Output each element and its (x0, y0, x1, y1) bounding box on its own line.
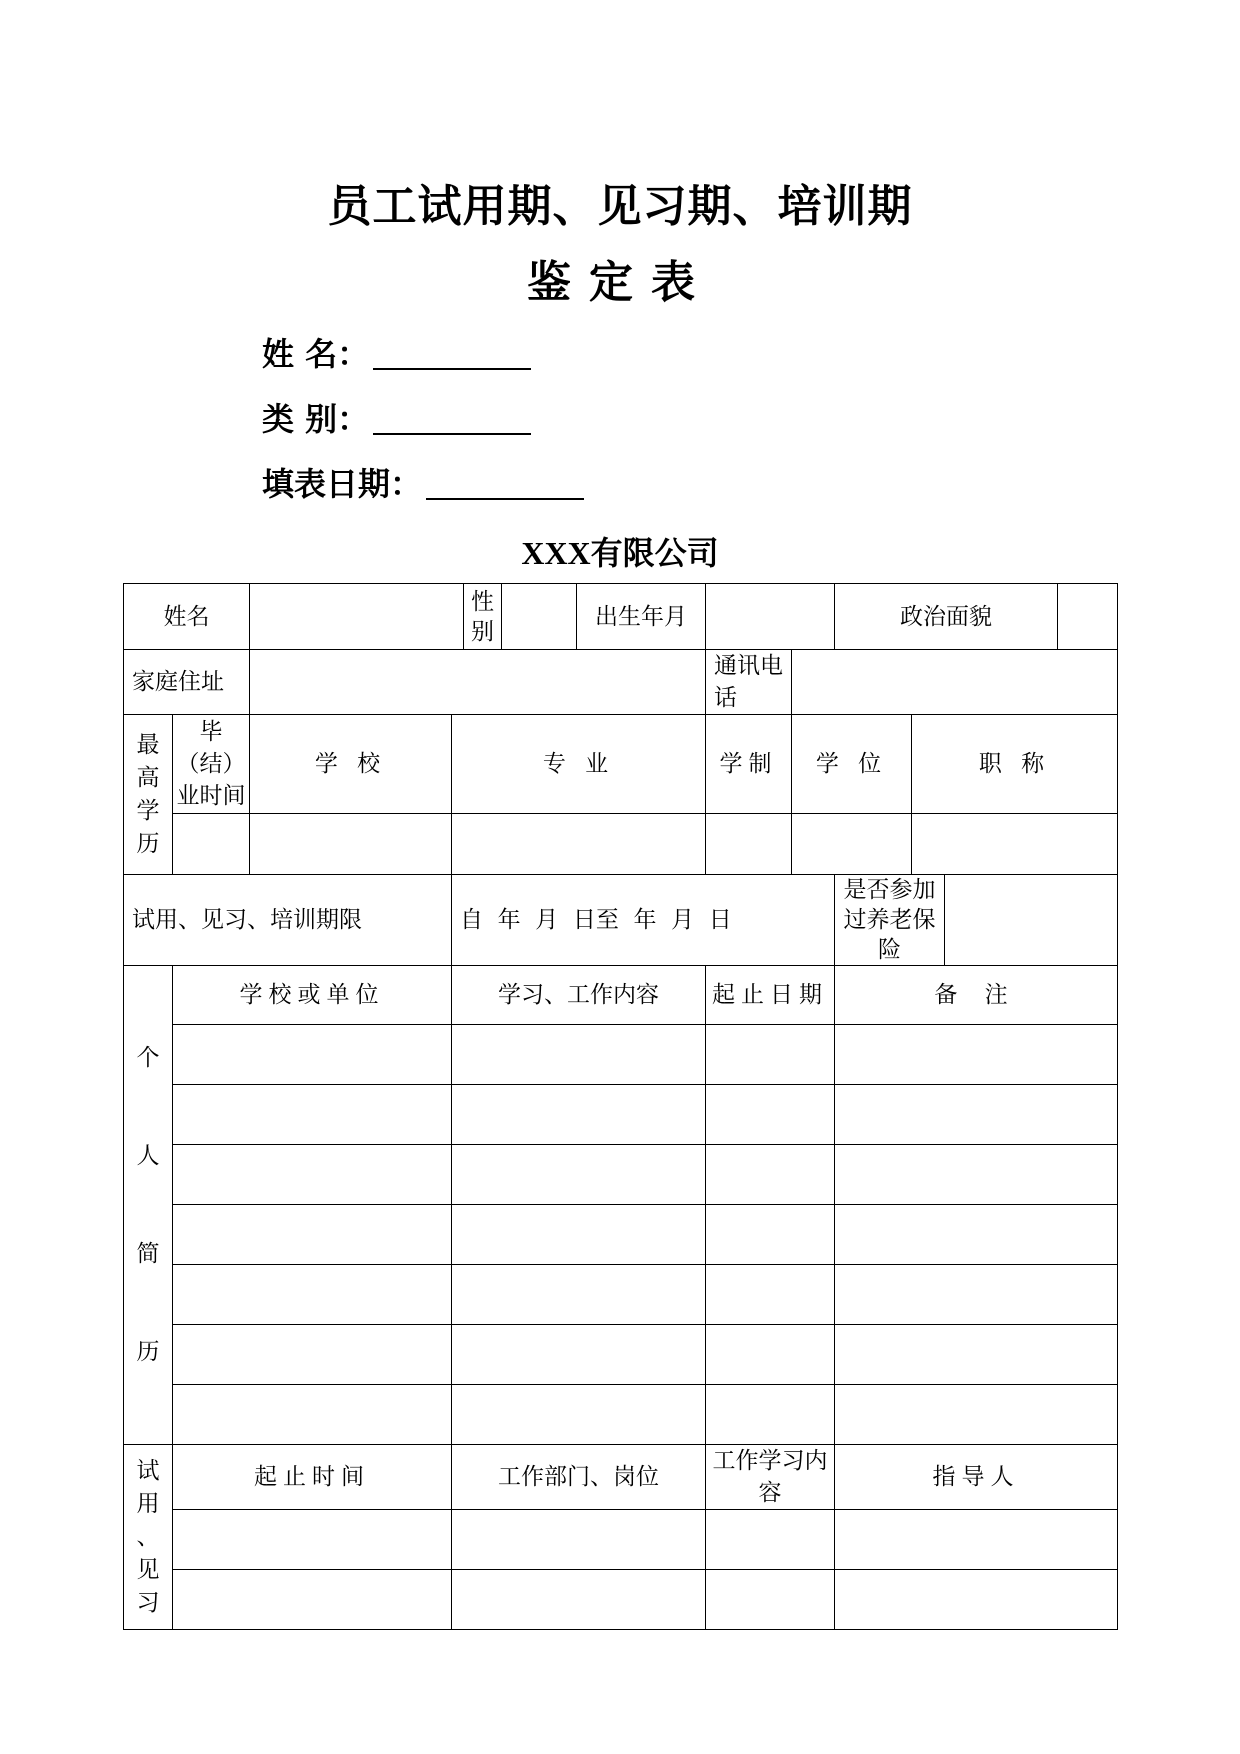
training-content-header: 工作学习内容 (706, 1445, 835, 1510)
resume-side-label: 个 人 简 历 (124, 966, 173, 1445)
title-header: 职 称 (912, 715, 1118, 814)
resume-header-row (124, 966, 1118, 1025)
training-mentor-header: 指导人 (835, 1445, 1118, 1510)
basic-info-row (124, 584, 1118, 650)
name-value-cell[interactable] (250, 584, 464, 650)
appraisal-form-table (123, 583, 1118, 1630)
training-department-header: 工作部门、岗位 (452, 1445, 706, 1510)
name-field (262, 332, 531, 376)
address-label-cell: 家庭住址 (124, 650, 250, 715)
birth-label-cell: 出生年月 (577, 584, 706, 650)
category-field (262, 397, 531, 441)
name-field-line[interactable] (373, 332, 531, 370)
resume-content-header: 学习、工作内容 (452, 966, 706, 1025)
address-value-cell[interactable] (250, 650, 706, 715)
title-value[interactable] (912, 814, 1118, 875)
training-time-header: 起止时间 (173, 1445, 452, 1510)
company-name: XXX有限公司 (521, 535, 719, 571)
major-header: 专 业 (452, 715, 706, 814)
degree-value[interactable] (792, 814, 912, 875)
schooling-length-header: 学制 (706, 715, 792, 814)
resume-remarks-header: 备 注 (835, 966, 1118, 1025)
address-row (124, 650, 1118, 715)
fill-date-field-line[interactable] (426, 462, 584, 500)
education-side-label: 最 高 学 历 (124, 715, 173, 875)
name-field-label: 姓 名： (262, 335, 370, 373)
table-row (124, 1385, 1118, 1445)
table-row (124, 1265, 1118, 1325)
table-row (124, 1205, 1118, 1265)
schooling-length-value[interactable] (706, 814, 792, 875)
category-field-line[interactable] (373, 397, 531, 435)
pension-label: 是否参加过养老保险 (835, 875, 945, 966)
document-subtitle: 鉴定表 (527, 257, 713, 308)
graduation-time-value[interactable] (173, 814, 250, 875)
gender-value-cell[interactable] (502, 584, 577, 650)
fill-date-field (262, 462, 584, 506)
political-value-cell[interactable] (1058, 584, 1118, 650)
name-label-cell: 姓名 (124, 584, 250, 650)
political-label-cell: 政治面貌 (835, 584, 1058, 650)
birth-value-cell[interactable] (706, 584, 835, 650)
education-header-row (124, 715, 1118, 814)
table-row (124, 1025, 1118, 1085)
resume-dates-header: 起止日期 (706, 966, 835, 1025)
resume-school-header: 学校或单位 (173, 966, 452, 1025)
phone-label-cell: 通讯电话 (706, 650, 792, 715)
school-header: 学 校 (250, 715, 452, 814)
training-header-row (124, 1445, 1118, 1510)
training-side-label: 试 用 、 见 习 (124, 1445, 173, 1630)
gender-label-cell: 性别 (464, 584, 502, 650)
table-row (124, 1145, 1118, 1205)
education-value-row (124, 814, 1118, 875)
trial-period-label: 试用、见习、培训期限 (124, 875, 452, 966)
category-field-label: 类 别： (262, 400, 370, 438)
fill-date-field-label: 填表日期： (262, 465, 423, 503)
degree-header: 学 位 (792, 715, 912, 814)
table-row (124, 1510, 1118, 1570)
graduation-time-header: 毕（结）业时间 (173, 715, 250, 814)
phone-value-cell[interactable] (792, 650, 1118, 715)
trial-period-value[interactable]: 自 年 月 日至 年 月 日 (452, 875, 835, 966)
trial-period-row (124, 875, 1118, 966)
major-value[interactable] (452, 814, 706, 875)
table-row (124, 1085, 1118, 1145)
table-row (124, 1325, 1118, 1385)
table-row (124, 1570, 1118, 1630)
school-value[interactable] (250, 814, 452, 875)
document-title: 员工试用期、见习期、培训期 (327, 181, 913, 232)
pension-value[interactable] (945, 875, 1118, 966)
